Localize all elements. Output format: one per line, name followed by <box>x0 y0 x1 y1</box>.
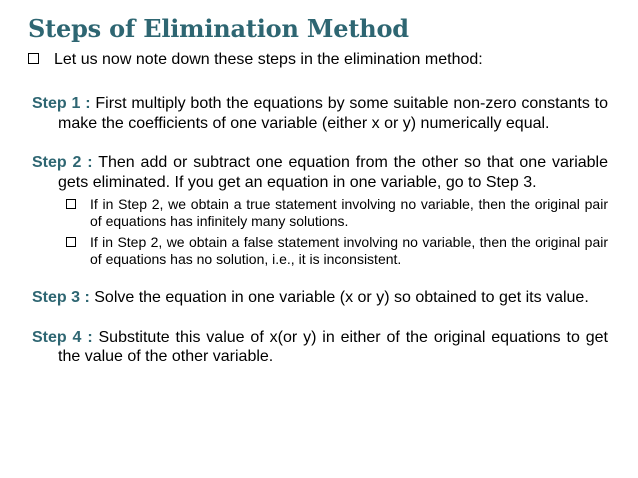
step-2 <box>32 153 608 268</box>
step-2-subitem-2 <box>66 234 608 268</box>
intro-bullet <box>28 50 608 70</box>
step-3-text: Solve the equation in one variable (x or y) so obtained to get its value. <box>89 289 589 306</box>
step-2-subitem-1 <box>66 196 608 230</box>
step-1 <box>32 94 608 133</box>
step-1-label: Step 1 : <box>32 95 91 112</box>
step-4 <box>32 328 608 367</box>
step-2-text: Then add or subtract one equation from the other so that one variable gets eliminated. If you get an equation in one variable, go to Step 3. <box>58 154 608 191</box>
step-4-text: Substitute this value of x(or y) in either of the original equations to get the value of the other variable. <box>58 328 608 365</box>
step-2-label: Step 2 : <box>32 154 93 171</box>
step-1-text: First multiply both the equations by some suitable non-zero constants to make the coefficients of one variable (either x or y) numerically equal. <box>58 95 609 132</box>
intro-text: Let us now note down these steps in the elimination method: <box>54 51 483 68</box>
step-4-label: Step 4 : <box>32 328 93 346</box>
checkbox-bullet-icon <box>66 199 76 209</box>
step-3 <box>32 288 608 308</box>
step-2-sublist <box>58 196 608 268</box>
slide-title: Steps of Elimination Method <box>28 14 409 43</box>
checkbox-bullet-icon <box>66 237 76 247</box>
step-3-label: Step 3 : <box>32 289 90 306</box>
step-2-subitem-1-text: If in Step 2, we obtain a true statement involving no variable, then the original pair of equations has infinitely many solutions. <box>90 196 608 229</box>
checkbox-bullet-icon <box>28 53 39 64</box>
step-2-subitem-2-text: If in Step 2, we obtain a false statement involving no variable, then the original pair of equations has no solution, i.e., it is inconsistent. <box>90 234 608 267</box>
